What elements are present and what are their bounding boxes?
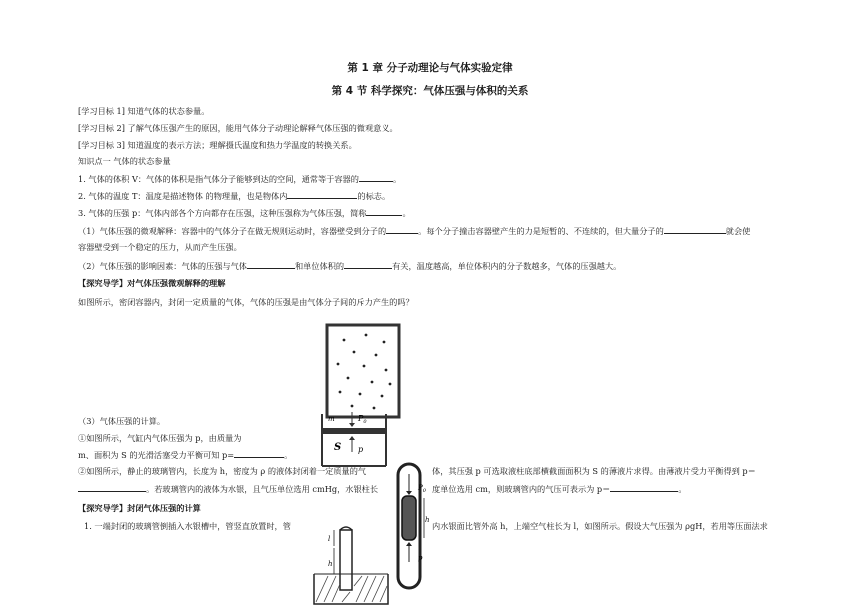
factor-text-b: 和单位体积的 — [294, 261, 345, 271]
volume-line — [78, 173, 401, 185]
temperature-end: 的标志。 — [357, 191, 391, 201]
micro-explain-line-2: 容器壁受到一个稳定的压力，从而产生压强。 — [78, 242, 242, 252]
mercury-height-label: h — [328, 560, 333, 568]
answer-blank[interactable] — [664, 225, 726, 234]
temperature-text: 2. 气体的温度 T：温度是描述物体 的物理量，也是物体内 — [78, 191, 288, 201]
calc-cylinder-end: 。 — [284, 450, 293, 460]
answer-blank[interactable] — [78, 483, 146, 492]
section-title: 第 4 节 科学探究：气体压强与体积的关系 — [331, 85, 529, 97]
tube-h-label: h — [425, 516, 430, 524]
mass-label: m — [328, 415, 335, 423]
answer-blank[interactable] — [610, 483, 678, 492]
tube-p0-label: $P_0$ — [418, 484, 426, 494]
sealed-container-figure — [324, 322, 402, 420]
gas-molecules — [337, 334, 392, 410]
volume-end: 。 — [392, 174, 402, 184]
learning-goal-1: [学习目标 1] 知道气体的状态参量。 — [78, 106, 210, 116]
answer-blank[interactable] — [247, 260, 295, 269]
explore-heading-2: 【探究导学】封闭气体压强的计算 — [78, 503, 201, 513]
factor-text-c: 有关，温度越高，单位体积内的分子数越多，气体的压强越大。 — [392, 261, 622, 271]
liquid-column — [402, 496, 416, 540]
answer-blank[interactable] — [344, 260, 392, 269]
knowledge-point-title: 知识点一 气体的状态参量 — [78, 156, 171, 166]
explore-question-2a: 1. 一端封闭的玻璃管倒插入水银槽中，管竖直放置时，管 — [84, 521, 291, 531]
answer-blank[interactable] — [359, 173, 393, 182]
calc-tube-line-2 — [78, 483, 378, 495]
mercury-trough-figure — [308, 508, 394, 606]
micro-text-c: 就会使 — [725, 226, 751, 236]
temperature-line — [78, 190, 390, 202]
learning-goal-3: [学习目标 3] 知道温度的表示方法；理解摄氏温度和热力学温度的转换关系。 — [78, 140, 357, 150]
answer-blank[interactable] — [366, 207, 402, 216]
pressure-text: 3. 气体的压强 p：气体内部各个方向都存在压强，这种压强称为气体压强，简称 — [78, 208, 367, 218]
atmospheric-pressure-label: $P_0$ — [358, 414, 367, 425]
volume-text: 1. 气体的体积 V：气体的体积是指气体分子能够到达的空间，通常等于容器的 — [78, 174, 359, 184]
calc-cylinder-text: m、面积为 S 的光滑活塞受力平衡可知 p= — [78, 450, 235, 460]
answer-blank[interactable] — [287, 190, 357, 199]
calc-tube-line-2b — [432, 483, 687, 495]
piston-cylinder-figure — [318, 408, 390, 468]
area-label: S — [334, 442, 342, 453]
explore-question-1: 如图所示，密闭容器内，封闭一定质量的气体，气体的压强是由气体分子间的斥力产生的吗？ — [78, 297, 414, 307]
gas-pressure-label: p — [358, 445, 364, 454]
pressure-line — [78, 207, 411, 219]
micro-text-a: （1）气体压强的微观解释：容器中的气体分子在做无规则运动时，容器壁受到分子的 — [78, 226, 387, 236]
micro-explain-line — [78, 225, 750, 237]
container-wall — [327, 325, 399, 417]
explore-question-2b: 内水银面比管外高 h，上端空气柱长为 l，如图所示。假设大气压强为 ρgH，若用等压面法求 — [432, 521, 768, 531]
chapter-title: 第 1 章 分子动理论与气体实验定律 — [347, 62, 513, 74]
air-column-length-label: l — [328, 535, 331, 543]
calc-tube-end: 。 — [678, 484, 687, 494]
pressure-end: 。 — [402, 208, 411, 218]
answer-blank[interactable] — [386, 225, 418, 234]
factor-line — [78, 260, 621, 272]
explore-heading-1: 【探究导学】对气体压强微观解释的理解 — [78, 278, 226, 288]
factor-text-a: （2）气体压强的影响因素：气体的压强与气体 — [78, 261, 247, 271]
micro-text-b: 。每个分子撞击容器壁产生的力是短暂的、不连续的，但大量分子的 — [418, 226, 664, 236]
calc-tube-line-1: ②如图所示，静止的玻璃管内，长度为 h，密度为 ρ 的液体封闭着一定质量的气 — [78, 466, 367, 476]
calc-tube-text: 。若玻璃管内的液体为水银，且气压单位选用 cmHg，水银柱长 — [146, 484, 379, 494]
calc-tube-line-1b: 体，其压强 p 可选取液柱底部横截面面积为 S 的薄液片求得。由薄液片受力平衡得到 p＝ — [432, 466, 756, 476]
piston — [323, 428, 385, 434]
tube-p-label: p — [418, 554, 423, 562]
answer-blank[interactable] — [234, 449, 284, 458]
liquid-column-tube-figure — [392, 462, 432, 592]
calc-tube-text-2: 度单位选用 cm，则玻璃管内的气压可表示为 p＝ — [432, 484, 611, 494]
calc-heading: （3）气体压强的计算。 — [78, 416, 166, 426]
learning-goal-2: [学习目标 2] 了解气体压强产生的原因，能用气体分子动理论解释气体压强的微观意义。 — [78, 123, 398, 133]
calc-cylinder-line-1: ①如图所示，气缸内气体压强为 p，由质量为 — [78, 433, 242, 443]
calc-cylinder-line-2 — [78, 449, 292, 461]
